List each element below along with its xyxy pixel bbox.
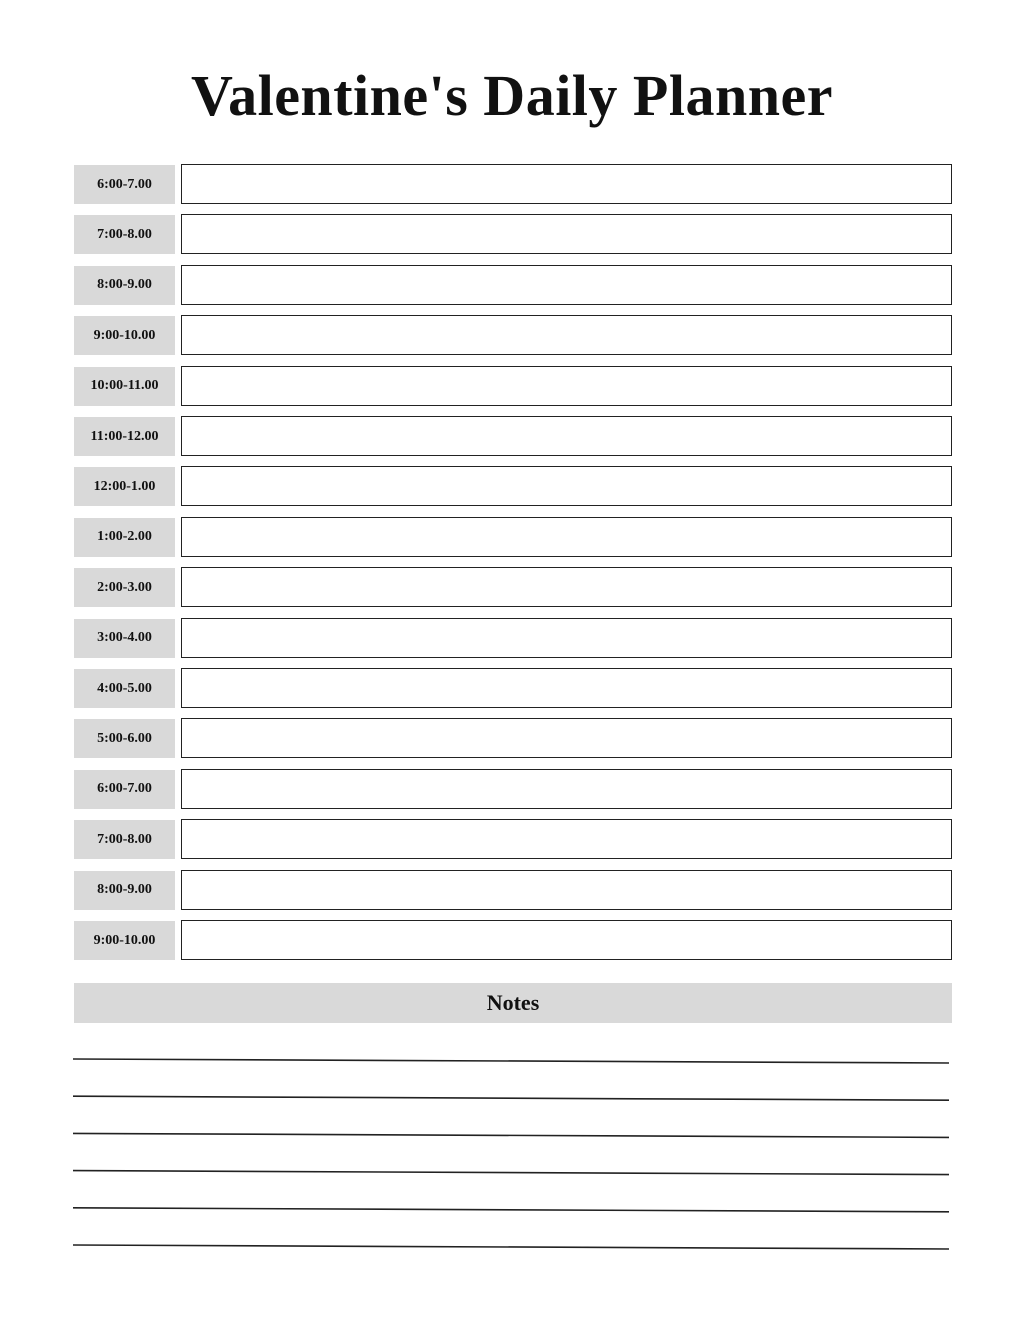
time-slot-label: 11:00-12.00 [74, 417, 175, 456]
time-slot-label: 1:00-2.00 [74, 518, 175, 557]
time-slot-label: 4:00-5.00 [74, 669, 175, 708]
time-slot-label: 6:00-7.00 [74, 770, 175, 809]
time-slot-label: 3:00-4.00 [74, 619, 175, 658]
time-slot-label: 8:00-9.00 [74, 266, 175, 305]
time-slot-label: 7:00-8.00 [74, 820, 175, 859]
notes-line[interactable] [73, 1133, 949, 1137]
time-slot-label: 7:00-8.00 [74, 215, 175, 254]
time-slot-label: 9:00-10.00 [74, 921, 175, 960]
time-slot-label: 2:00-3.00 [74, 568, 175, 607]
notes-line[interactable] [73, 1245, 949, 1249]
time-slot-label: 9:00-10.00 [74, 316, 175, 355]
notes-line[interactable] [73, 1096, 949, 1100]
time-slot-label: 6:00-7.00 [74, 165, 175, 204]
notes-line[interactable] [73, 1171, 949, 1175]
notes-line[interactable] [73, 1208, 949, 1212]
time-slot-label: 10:00-11.00 [74, 367, 175, 406]
time-slot-label: 8:00-9.00 [74, 871, 175, 910]
time-slot-label: 12:00-1.00 [74, 467, 175, 506]
page-title: Valentine's Daily Planner [191, 63, 833, 128]
notes-line[interactable] [73, 1059, 949, 1063]
time-slot-label: 5:00-6.00 [74, 719, 175, 758]
notes-heading: Notes [74, 983, 952, 1023]
